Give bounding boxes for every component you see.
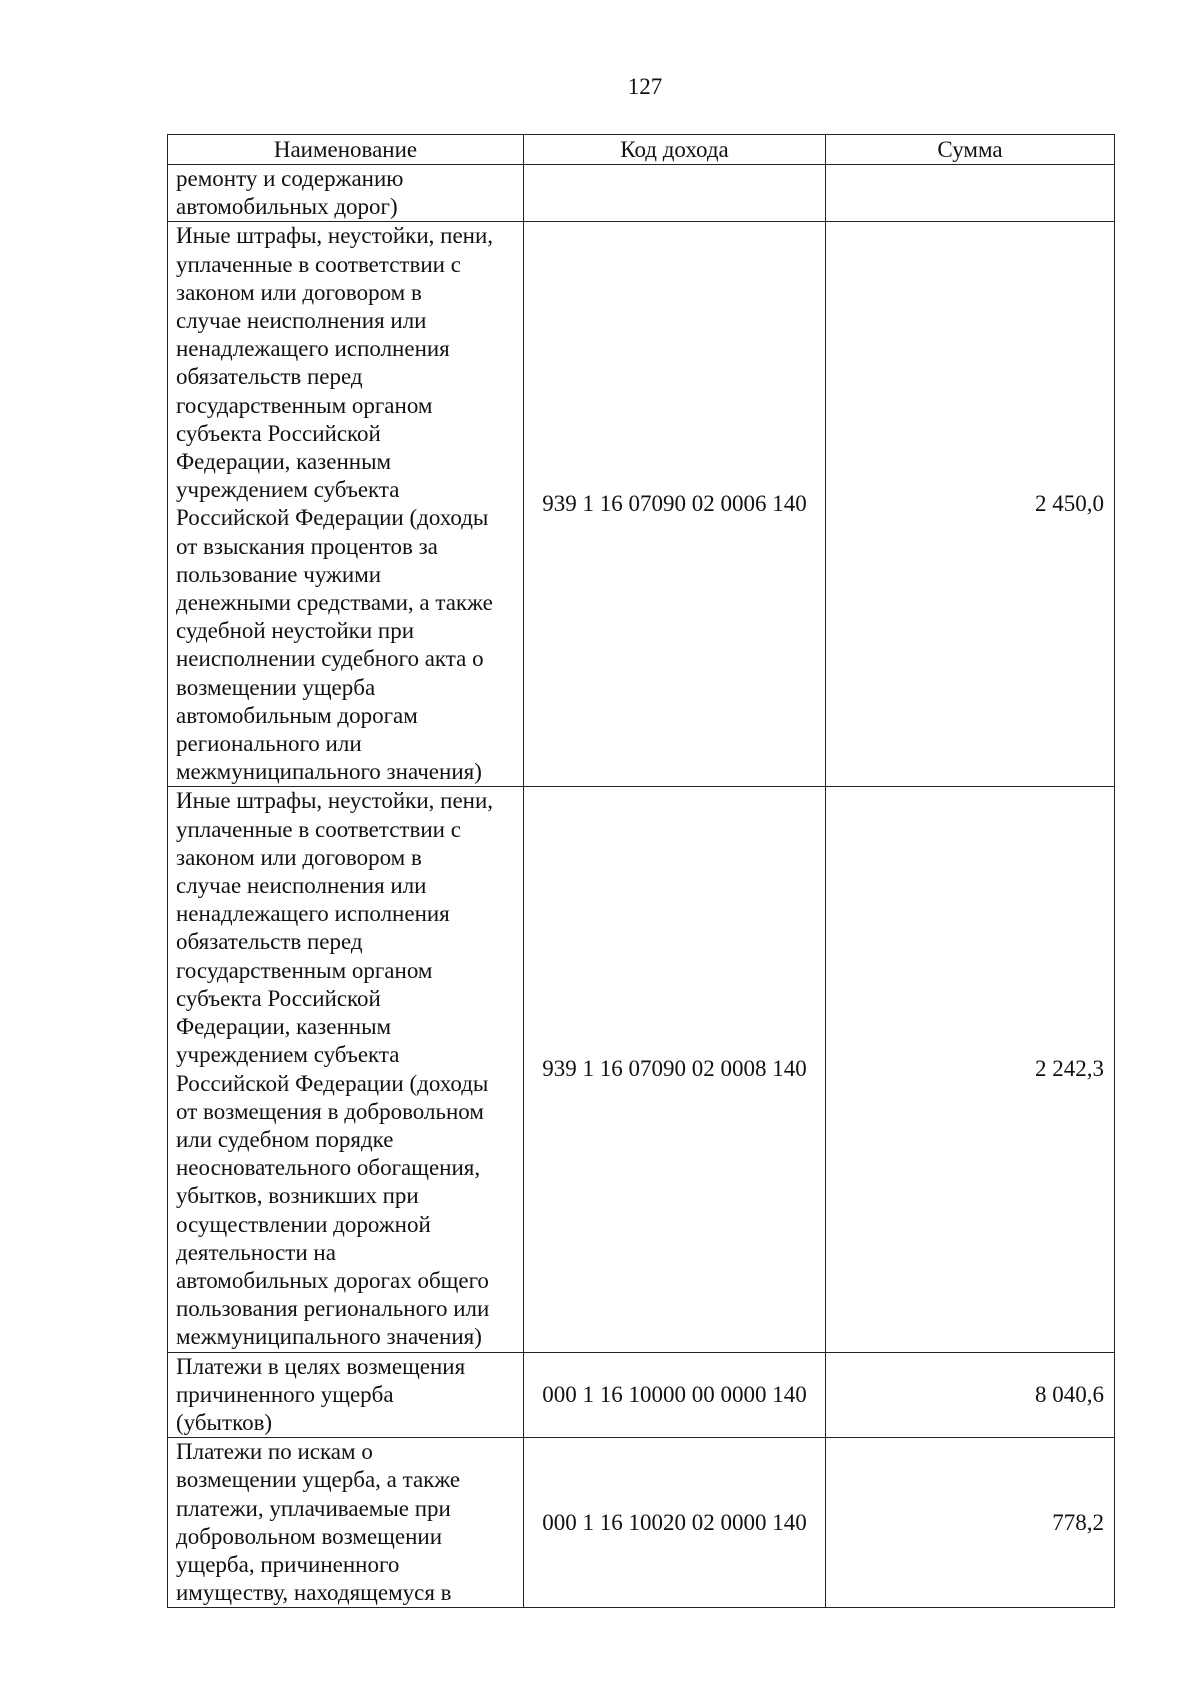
revenue-name-line: учреждением субъекта: [176, 477, 400, 503]
revenue-sum-cell: 778,2: [826, 1438, 1115, 1608]
revenue-name-line: уплаченные в соответствии с: [176, 816, 461, 842]
revenue-name-line: неисполнении судебного акта о: [176, 646, 484, 672]
page-number: 127: [627, 74, 663, 99]
revenue-sum-cell: 2 450,0: [826, 222, 1115, 787]
revenue-name-line: добровольном возмещении: [176, 1523, 443, 1549]
revenue-name-line: учреждением субъекта: [176, 1042, 400, 1068]
revenue-name-line: Федерации, казенным: [176, 1014, 392, 1040]
revenue-name-line: межмуниципального значения): [176, 1324, 482, 1350]
revenue-table: [167, 134, 1115, 1608]
revenue-name-line: межмуниципального значения): [176, 759, 482, 785]
revenue-name-line: Федерации, казенным: [176, 449, 392, 475]
revenue-name-line: обязательств перед: [176, 929, 363, 955]
revenue-name-line: законом или договором в: [176, 844, 422, 870]
revenue-name-cell: [168, 787, 524, 1352]
revenue-name-line: от взыскания процентов за: [176, 533, 438, 559]
header-name: Наименование: [168, 135, 524, 165]
revenue-name-line: автомобильных дорог): [176, 194, 398, 220]
revenue-name-line: субъекта Российской: [176, 420, 381, 446]
revenue-name-line: случае неисполнения или: [176, 873, 427, 899]
revenue-name-line: неосновательного обогащения,: [176, 1155, 481, 1181]
revenue-name-line: Иные штрафы, неустойки, пени,: [176, 788, 494, 814]
revenue-name-line: государственным органом: [176, 957, 433, 983]
revenue-name-line: осуществлении дорожной: [176, 1211, 431, 1237]
revenue-name-line: Платежи в целях возмещения: [176, 1353, 466, 1379]
table-row: [168, 222, 1115, 787]
revenue-name-line: государственным органом: [176, 392, 433, 418]
revenue-name-line: денежными средствами, а также: [176, 590, 493, 616]
revenue-name-line: (убытков): [176, 1409, 273, 1435]
revenue-name-line: деятельности на: [176, 1239, 336, 1265]
table-row: [168, 787, 1115, 1352]
revenue-name-line: имуществу, находящемуся в: [176, 1580, 452, 1606]
revenue-name-cell: [168, 222, 524, 787]
header-sum: Сумма: [826, 135, 1115, 165]
revenue-name-line: ненадлежащего исполнения: [176, 901, 450, 927]
revenue-name-line: пользование чужими: [176, 561, 382, 587]
revenue-sum-cell: 8 040,6: [826, 1352, 1115, 1438]
revenue-name-line: судебной неустойки при: [176, 618, 414, 644]
revenue-name-line: обязательств перед: [176, 364, 363, 390]
revenue-name-cell: [168, 165, 524, 222]
revenue-code-cell: 000 1 16 10000 00 0000 140: [524, 1352, 826, 1438]
header-code: Код дохода: [524, 135, 826, 165]
revenue-name-line: регионального или: [176, 731, 362, 757]
revenue-name-line: Платежи по искам о: [176, 1439, 373, 1465]
revenue-code-cell: [524, 165, 826, 222]
revenue-name-line: причиненного ущерба: [176, 1381, 394, 1407]
revenue-name-line: платежи, уплачиваемые при: [176, 1495, 451, 1521]
revenue-name-line: случае неисполнения или: [176, 308, 427, 334]
revenue-sum-cell: [826, 165, 1115, 222]
revenue-name-line: убытков, возникших при: [176, 1183, 419, 1209]
table-row: [168, 1438, 1115, 1608]
revenue-name-line: возмещении ущерба: [176, 674, 376, 700]
revenue-code-cell: 939 1 16 07090 02 0008 140: [524, 787, 826, 1352]
revenue-name-line: Иные штрафы, неустойки, пени,: [176, 223, 494, 249]
revenue-name-line: законом или договором в: [176, 279, 422, 305]
revenue-sum-cell: 2 242,3: [826, 787, 1115, 1352]
table-header-row: [168, 135, 1115, 165]
revenue-name-line: субъекта Российской: [176, 985, 381, 1011]
table-row: [168, 165, 1115, 222]
table-row: [168, 1352, 1115, 1438]
revenue-name-cell: [168, 1438, 524, 1608]
revenue-code-cell: 939 1 16 07090 02 0006 140: [524, 222, 826, 787]
revenue-name-line: ущерба, причиненного: [176, 1551, 400, 1577]
revenue-name-line: Российской Федерации (доходы: [176, 1070, 489, 1096]
revenue-name-line: автомобильных дорогах общего: [176, 1267, 489, 1293]
revenue-code-cell: 000 1 16 10020 02 0000 140: [524, 1438, 826, 1608]
revenue-name-line: уплаченные в соответствии с: [176, 251, 461, 277]
revenue-name-line: ремонту и содержанию: [176, 166, 404, 191]
revenue-name-line: от возмещения в добровольном: [176, 1098, 484, 1124]
revenue-name-line: автомобильным дорогам: [176, 702, 418, 728]
revenue-name-line: ненадлежащего исполнения: [176, 336, 450, 362]
revenue-name-line: возмещении ущерба, а также: [176, 1467, 461, 1493]
revenue-name-line: пользования регионального или: [176, 1296, 490, 1322]
revenue-name-cell: [168, 1352, 524, 1438]
revenue-name-line: Российской Федерации (доходы: [176, 505, 489, 531]
revenue-name-line: или судебном порядке: [176, 1126, 394, 1152]
